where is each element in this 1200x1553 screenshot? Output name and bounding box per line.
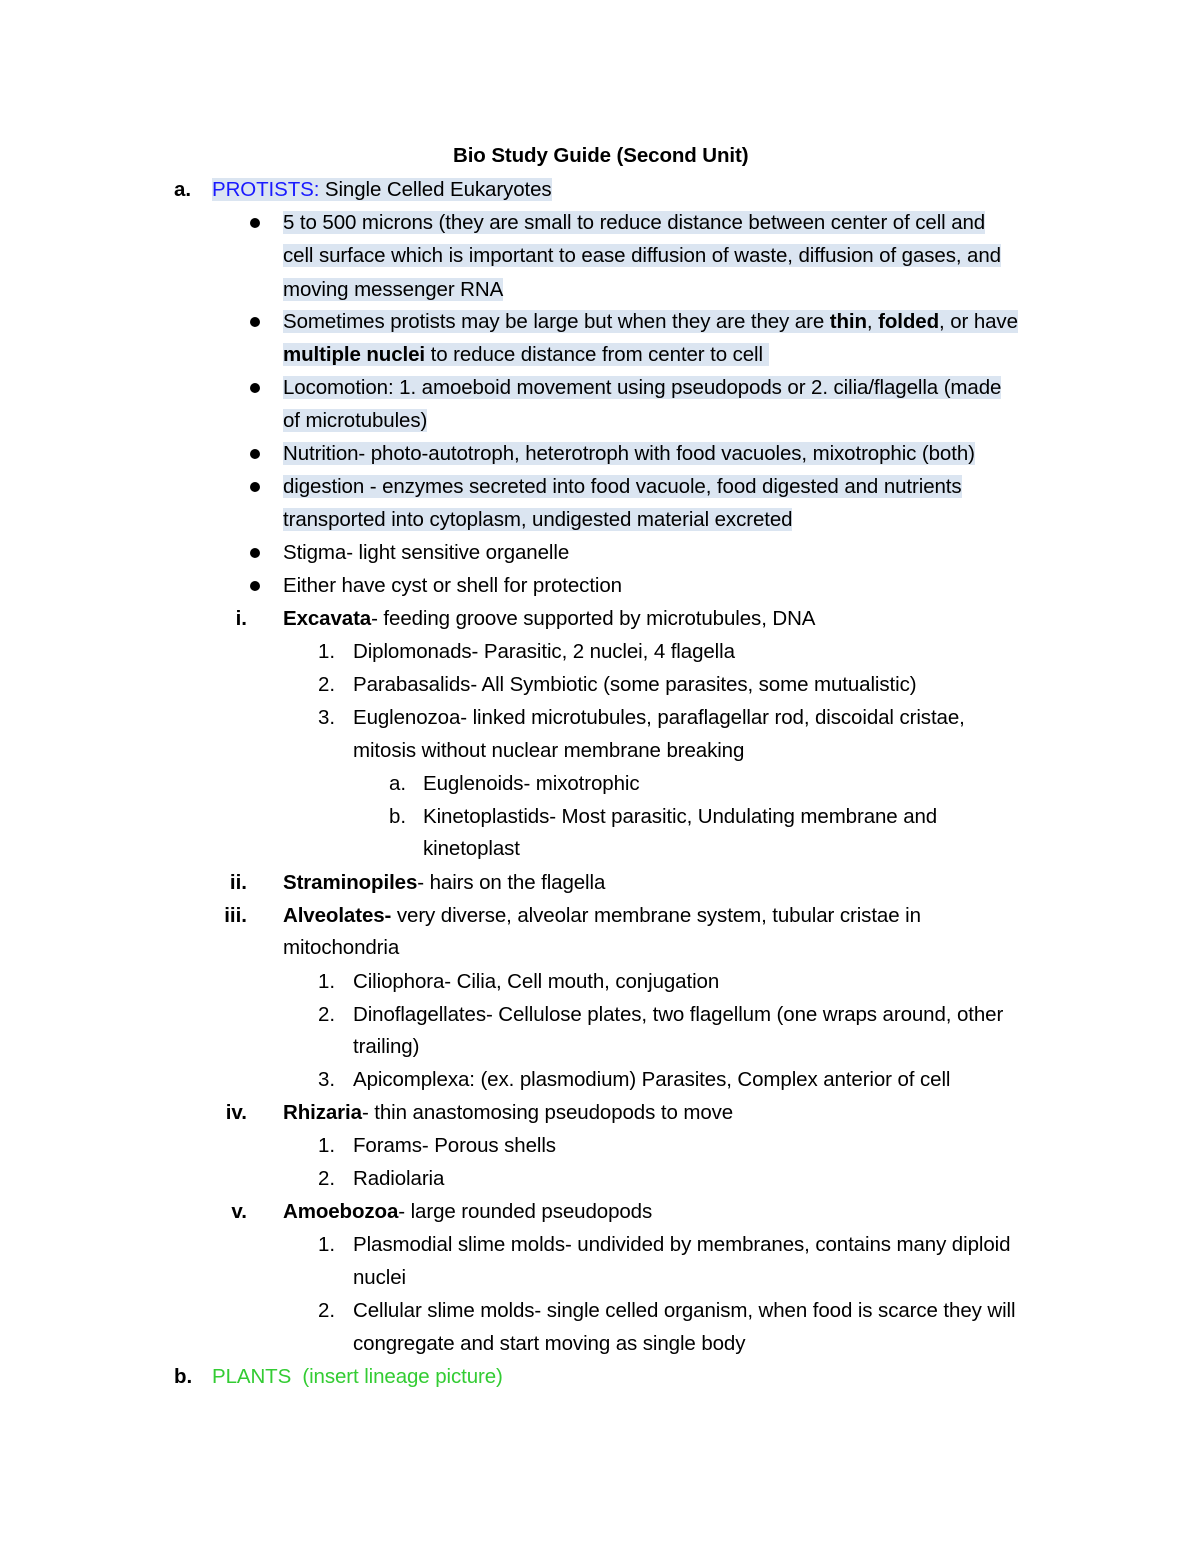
protists-subheading: Single Celled Eukaryotes [319,178,552,201]
bullet-6-line-1: Stigma- light sensitive organelle [283,541,570,564]
cellular-slime-line-1: Cellular slime molds- single celled organism, when food is scarce they will [353,1299,1016,1322]
plants-heading: PLANTS (insert lineage picture) [212,1365,503,1388]
straminopiles-line: Straminopiles- hairs on the flagella [283,871,606,894]
parabasalids-line: Parabasalids- All Symbiotic (some parasites, some mutualistic) [353,673,917,696]
euglenozoa-b-marker: b. [389,805,407,828]
euglenoids-line: Euglenoids- mixotrophic [423,772,640,795]
bullet-dot [250,317,260,327]
amoebozoa-line: Amoebozoa- large rounded pseudopods [283,1200,653,1223]
alveolates-3-marker: 3. [318,1068,336,1091]
protists-heading: PROTISTS: [212,178,320,201]
bullet-5-line-2: transported into cytoplasm, undigested material excreted [283,508,793,531]
bullet-3-line-2: of microtubules) [283,409,428,432]
roman-i-marker: i. [235,607,247,630]
ciliophora-line: Ciliophora- Cilia, Cell mouth, conjugation [353,970,720,993]
excavata-2-marker: 2. [318,673,336,696]
excavata-3-marker: 3. [318,706,336,729]
alveolates-1-marker: 1. [318,970,336,993]
bullet-1-line-3: moving messenger RNA [283,278,504,301]
kinetoplastids-line-2: kinetoplast [423,837,520,860]
roman-iv-marker: iv. [225,1101,247,1124]
apicomplexa-line: Apicomplexa: (ex. plasmodium) Parasites, Complex anterior of cell [353,1068,951,1091]
bullet-5-line-1: digestion - enzymes secreted into food vacuole, food digested and nutrients [283,475,962,498]
alveolates-line-2: mitochondria [283,936,400,959]
plasmodial-line-1: Plasmodial slime molds- undivided by membranes, contains many diploid [353,1233,1011,1256]
section-a-heading-line [212,176,552,204]
euglenozoa-line-1: Euglenozoa- linked microtubules, paraflagellar rod, discoidal cristae, [353,706,965,729]
rhizaria-line: Rhizaria- thin anastomosing pseudopods to move [283,1101,734,1124]
roman-iii-marker: iii. [224,904,247,927]
section-b-marker: b. [174,1365,193,1388]
radiolaria-line: Radiolaria [353,1167,445,1190]
alveolates-line-1: Alveolates- very diverse, alveolar membrane system, tubular cristae in [283,904,921,927]
dinoflagellates-line-1: Dinoflagellates- Cellulose plates, two flagellum (one wraps around, other [353,1003,1004,1026]
bullet-dot [250,482,260,492]
bullet-1-line-1: 5 to 500 microns (they are small to reduce distance between center of cell and [283,211,986,234]
euglenozoa-a-marker: a. [389,772,407,795]
amoebozoa-2-marker: 2. [318,1299,336,1322]
bullet-dot [250,218,260,228]
bullet-dot [250,449,260,459]
forams-line: Forams- Porous shells [353,1134,556,1157]
excavata-1-marker: 1. [318,640,336,663]
diplomonads-line: Diplomonads- Parasitic, 2 nuclei, 4 flagella [353,640,735,663]
bullet-dot [250,383,260,393]
roman-ii-marker: ii. [229,871,247,894]
kinetoplastids-line-1: Kinetoplastids- Most parasitic, Undulating membrane and [423,805,938,828]
rhizaria-2-marker: 2. [318,1167,336,1190]
euglenozoa-line-2: mitosis without nuclear membrane breaking [353,739,745,762]
alveolates-2-marker: 2. [318,1003,336,1026]
bullet-2-line-2: multiple nuclei to reduce distance from center to cell [283,341,769,369]
bullet-1-line-2: cell surface which is important to ease diffusion of waste, diffusion of gases, and [283,244,1001,267]
page-title: Bio Study Guide (Second Unit) [453,144,749,167]
excavata-line: Excavata- feeding groove supported by microtubules, DNA [283,607,816,630]
bullet-dot [250,548,260,558]
amoebozoa-1-marker: 1. [318,1233,336,1256]
rhizaria-1-marker: 1. [318,1134,336,1157]
bullet-7-line-1: Either have cyst or shell for protection [283,574,622,597]
bullet-4-line-1: Nutrition- photo-autotroph, heterotroph with food vacuoles, mixotrophic (both) [283,442,975,465]
bullet-3-line-1: Locomotion: 1. amoeboid movement using pseudopods or 2. cilia/flagella (made [283,376,1002,399]
cellular-slime-line-2: congregate and start moving as single body [353,1332,746,1355]
roman-v-marker: v. [231,1200,247,1223]
dinoflagellates-line-2: trailing) [353,1035,420,1058]
plasmodial-line-2: nuclei [353,1266,406,1289]
bullet-dot [250,581,260,591]
section-a-marker: a. [174,178,192,201]
bullet-2-line-1: Sometimes protists may be large but when they are they are thin, folded, or have [283,310,1018,333]
